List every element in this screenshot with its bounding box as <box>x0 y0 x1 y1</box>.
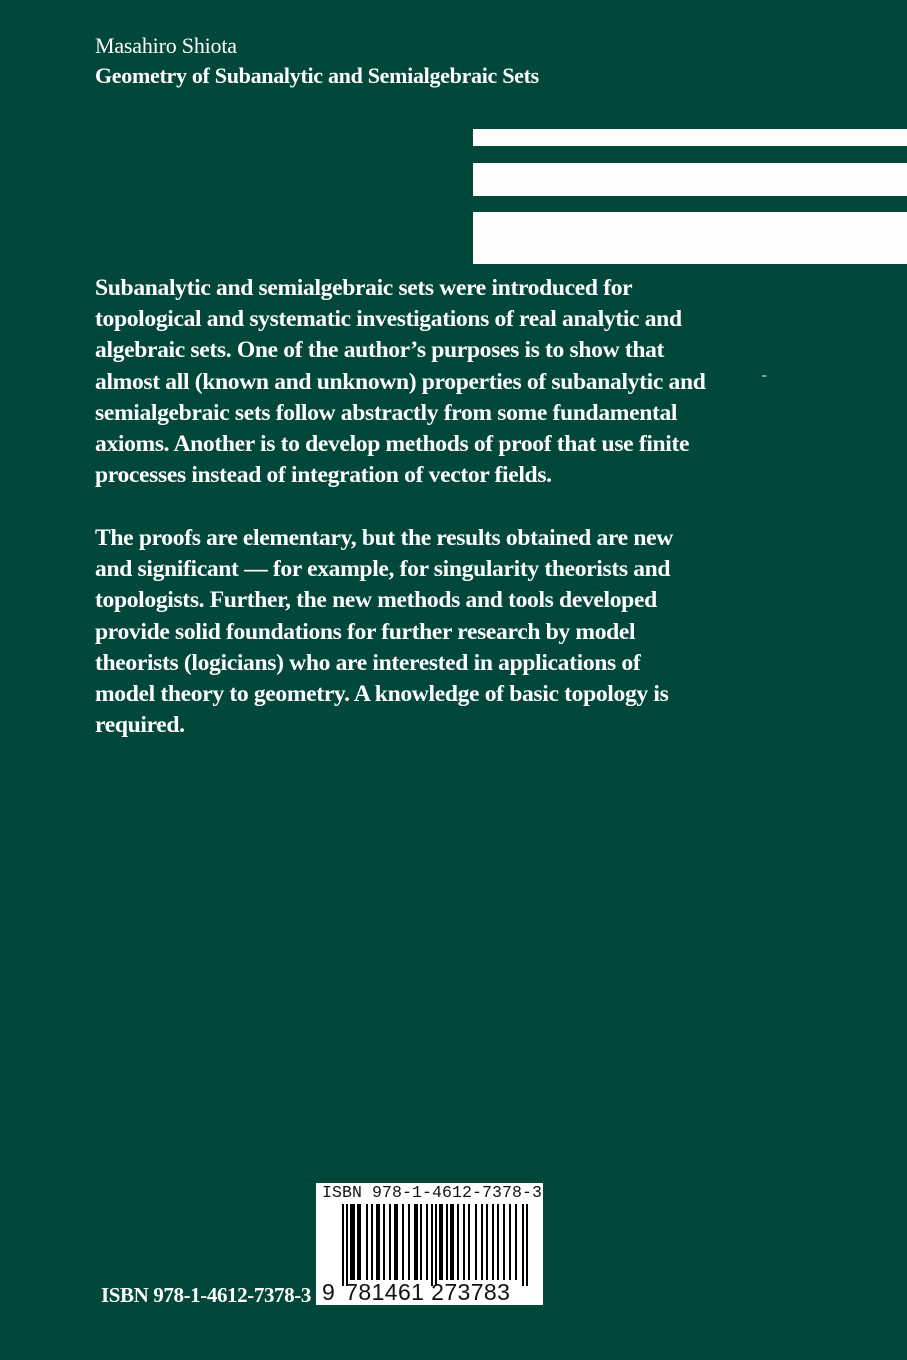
decorative-stripe-thin <box>473 129 907 146</box>
isbn-label: ISBN 978-1-4612-7378-3 <box>101 1283 311 1307</box>
blurb-paragraph-2 <box>95 523 775 741</box>
blurb-line: algebraic sets. One of the author’s purposes is to show that <box>95 337 665 364</box>
blurb-line: topological and systematic investigations of real analytic and <box>95 306 682 333</box>
blurb-line: model theory to geometry. A knowledge of basic topology is <box>95 681 669 708</box>
barcode-isbn-header: ISBN 978-1-4612-7378-3 <box>322 1183 543 1202</box>
barcode-number: 781461 273783 <box>345 1279 511 1305</box>
decorative-stripe-medium <box>473 163 907 196</box>
barcode-bars-icon <box>342 1204 532 1286</box>
blurb-line: processes instead of integration of vector fields. <box>95 462 552 489</box>
blurb-line: The proofs are elementary, but the results obtained are new <box>95 525 673 551</box>
blurb-line: topologists. Further, the new methods and tools developed <box>95 587 657 614</box>
barcode <box>316 1183 543 1305</box>
author-name: Masahiro Shiota <box>95 33 237 58</box>
blurb-line: and significant — for example, for singularity theorists and <box>95 556 671 583</box>
blurb-line: Subanalytic and semialgebraic sets were introduced for <box>95 275 633 301</box>
barcode-lead-digit: 9 <box>322 1279 336 1305</box>
blurb-line: almost all (known and unknown) properties of subanalytic and <box>95 368 706 395</box>
blurb-line: axioms. Another is to develop methods of proof that use finite <box>95 431 690 458</box>
decorative-stripe-thick <box>473 212 907 264</box>
blurb-line: provide solid foundations for further research by model <box>95 618 636 645</box>
blurb-line: theorists (logicians) who are interested in applications of <box>95 649 641 676</box>
blurb-line: required. <box>95 712 185 739</box>
book-title: Geometry of Subanalytic and Semialgebraic Sets <box>95 63 539 88</box>
stray-print-mark: ˉ <box>762 373 767 388</box>
barcode-digits <box>322 1280 510 1304</box>
blurb-paragraph-1 <box>95 273 775 491</box>
blurb-line: semialgebraic sets follow abstractly from some fundamental <box>95 399 678 426</box>
